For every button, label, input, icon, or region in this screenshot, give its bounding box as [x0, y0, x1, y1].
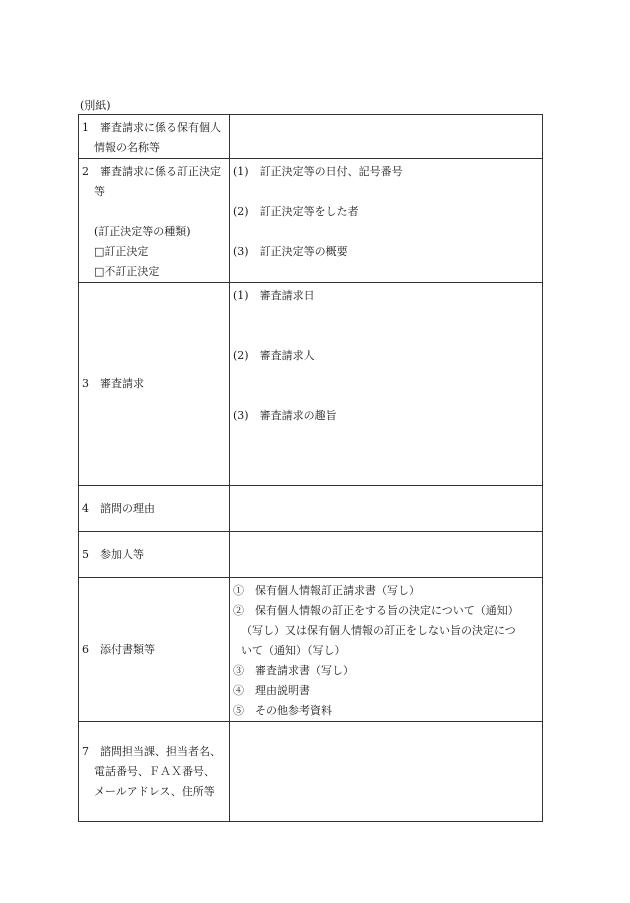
row6-item-2-cont1: （写し）又は保有個人情報の訂正をしない旨の決定につ: [241, 624, 516, 637]
row5-value-cell[interactable]: [230, 532, 543, 578]
form-table: [78, 114, 543, 822]
row2-item-2: (2) 訂正決定等をした者: [233, 205, 359, 218]
row6-item-5: ⑤ その他参考資料: [233, 704, 332, 717]
row3-value-cell: [230, 283, 543, 486]
table-row: [79, 159, 543, 283]
row2-item-3: (3) 訂正決定等の概要: [233, 245, 348, 258]
checkbox-correction[interactable]: □訂正決定: [94, 245, 149, 258]
row2-value-cell: [230, 159, 543, 283]
row6-label: 6 添付書類等: [82, 642, 155, 656]
row4-label: 4 諮問の理由: [82, 501, 155, 515]
row6-item-4: ④ 理由説明書: [233, 684, 310, 697]
table-row: [79, 578, 543, 722]
table-row: [79, 532, 543, 578]
row1-label-line2: 情報の名称等: [94, 141, 160, 154]
row4-value-cell[interactable]: [230, 486, 543, 532]
table-row: [79, 115, 543, 159]
row2-item-1: (1) 訂正決定等の日付、記号番号: [233, 165, 403, 178]
caption: (別紙): [80, 99, 111, 112]
row3-label: 3 審査請求: [82, 377, 144, 390]
row2-kind-title: (訂正決定等の種類): [94, 225, 191, 238]
row3-label-cell: [79, 283, 230, 486]
row6-item-3: ③ 審査請求書（写し）: [233, 664, 354, 677]
row2-label-cell: [79, 159, 230, 283]
row7-label-line1: 7 諮問担当課、担当者名、: [82, 744, 221, 758]
row5-label: 5 参加人等: [82, 547, 144, 561]
row7-value-cell[interactable]: [230, 722, 543, 822]
row3-item-1: (1) 審査請求日: [233, 289, 315, 302]
row4-label-cell: [79, 486, 230, 532]
row7-label-cell: [79, 722, 230, 822]
row1-label-line1: 1 審査請求に係る保有個人: [82, 121, 221, 134]
row2-label-line2: 等: [94, 185, 105, 198]
table-row: [79, 722, 543, 822]
table-row: [79, 283, 543, 486]
row7-label-line3: メールアドレス、住所等: [94, 784, 215, 798]
row6-item-1: ① 保有個人情報訂正請求書（写し）: [233, 584, 420, 597]
row6-item-2-cont2: いて（通知）（写し）: [241, 644, 346, 657]
row1-value-cell[interactable]: [230, 115, 543, 159]
row6-value-cell: [230, 578, 543, 722]
row5-label-cell: [79, 532, 230, 578]
checkbox-non-correction[interactable]: □不訂正決定: [94, 265, 160, 278]
table-row: [79, 486, 543, 532]
row3-item-3: (3) 審査請求の趣旨: [233, 409, 337, 422]
row7-label-line2: 電話番号、ＦＡＸ番号、: [94, 764, 215, 778]
row3-item-2: (2) 審査請求人: [233, 349, 315, 362]
row6-label-cell: [79, 578, 230, 722]
row1-label-cell: [79, 115, 230, 159]
row6-item-2: ② 保有個人情報の訂正をする旨の決定について（通知）: [233, 604, 519, 617]
row2-label-line1: 2 審査請求に係る訂正決定: [82, 165, 221, 178]
